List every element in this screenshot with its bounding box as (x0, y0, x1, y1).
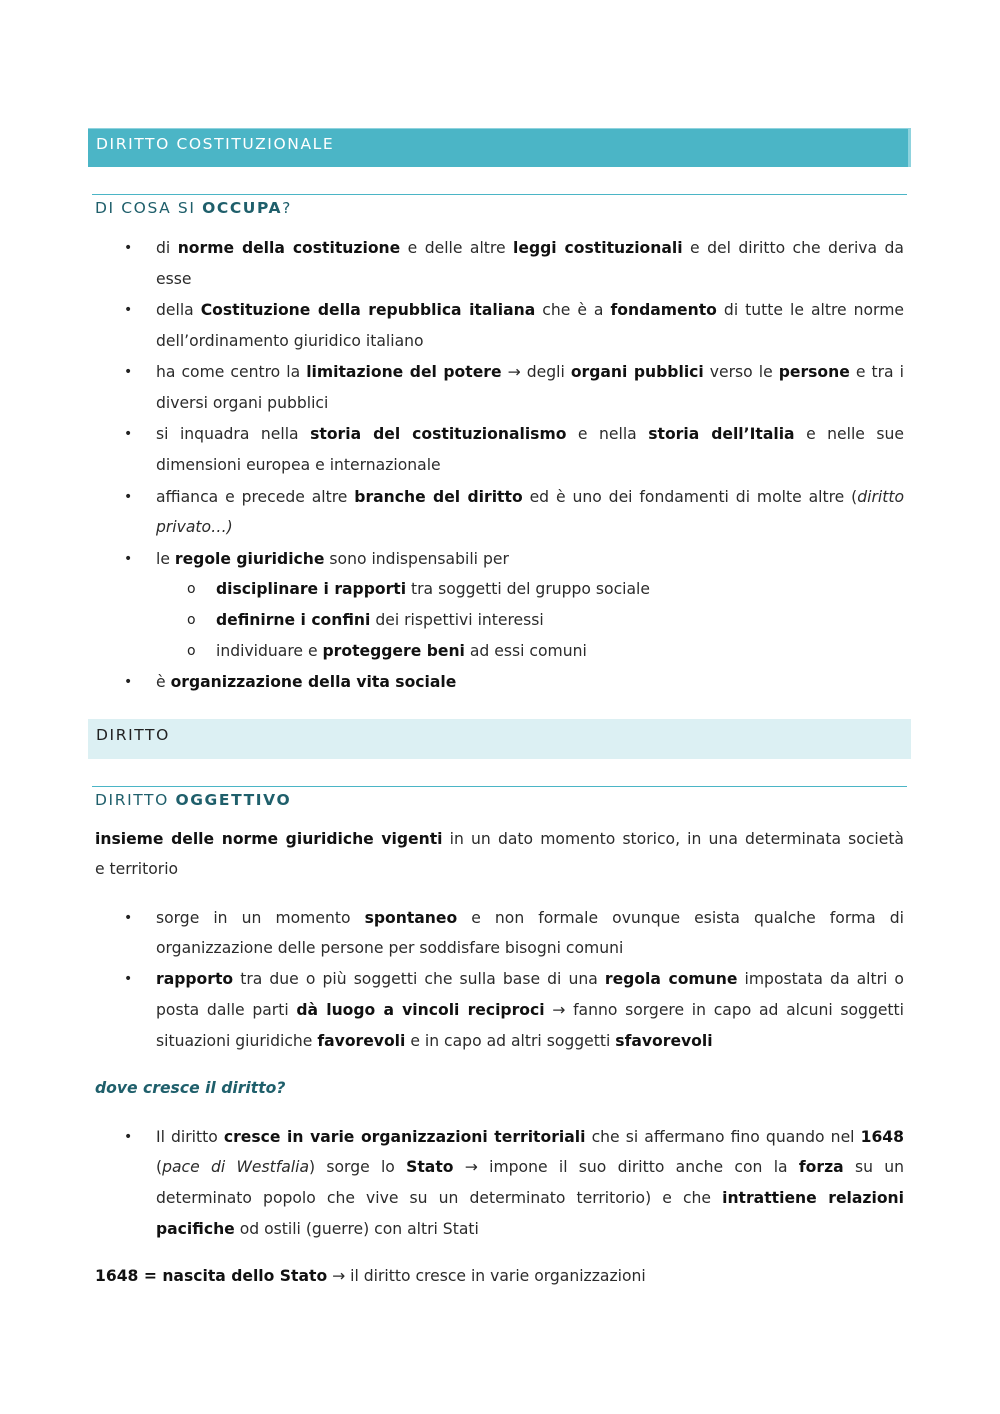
bullet-icon: • (124, 674, 133, 690)
bullet-icon: • (124, 1129, 133, 1145)
section-band-label: DIRITTO (96, 726, 170, 744)
question-heading: dove cresce il diritto? (95, 1079, 286, 1097)
list-item-line: diversi organi pubblici (156, 394, 329, 412)
sub-bullet-icon: o (187, 612, 196, 628)
heading-rule (92, 194, 907, 195)
bullet-icon: • (124, 364, 133, 380)
list-item-line: della Costituzione della repubblica italiana che è a fondamento di tutte le altre norme (156, 301, 904, 319)
list-item-line: pacifiche od ostili (guerre) con altri Stati (156, 1220, 479, 1238)
subheading-occupa: DI COSA SI OCCUPA? (95, 199, 292, 217)
sub-bullet-icon: o (187, 581, 196, 597)
list-item-line: organizzazione delle persone per soddisfare bisogni comuni (156, 939, 624, 957)
section-title: DIRITTO COSTITUZIONALE (96, 135, 335, 153)
bullet-icon: • (124, 426, 133, 442)
bullet-icon: • (124, 240, 133, 256)
list-item-line: (pace di Westfalia) sorge lo Stato → impone il suo diritto anche con la forza su un (156, 1158, 905, 1176)
list-item-line: posta dalle parti dà luogo a vincoli reciproci → fanno sorgere in capo ad alcuni soggetti (156, 1001, 904, 1019)
list-item-line: privato…) (156, 518, 233, 536)
list-item-line: esse (156, 270, 192, 288)
list-item-line: rapporto tra due o più soggetti che sulla base di una regola comune impostata da altri o (156, 970, 904, 988)
list-item-line: sorge in un momento spontaneo e non formale ovunque esista qualche forma di (156, 909, 905, 927)
sub-list-item: individuare e proteggere beni ad essi comuni (216, 642, 587, 660)
section-title-band (88, 128, 911, 167)
paragraph-line: e territorio (95, 860, 179, 878)
subheading-oggettivo: DIRITTO OGGETTIVO (95, 791, 292, 809)
list-item-line: determinato popolo che vive su un determinato territorio) e che intrattiene relazioni (156, 1189, 904, 1207)
bullet-icon: • (124, 971, 133, 987)
list-item-line: si inquadra nella storia del costituzionalismo e nella storia dell’Italia e nelle sue (156, 425, 905, 443)
list-item-line: le regole giuridiche sono indispensabili per (156, 550, 509, 568)
section-band-diritto (88, 719, 911, 759)
list-item-line: Il diritto cresce in varie organizzazioni territoriali che si affermano fino quando nel 1648 (156, 1128, 904, 1146)
sub-list-item: definirne i confini dei rispettivi interessi (216, 611, 544, 629)
list-item-line: dimensioni europea e internazionale (156, 456, 441, 474)
conclusion-line: 1648 = nascita dello Stato → il diritto cresce in varie organizzazioni (95, 1267, 646, 1285)
paragraph-line: insieme delle norme giuridiche vigenti in un dato momento storico, in una determinata società (95, 830, 904, 848)
list-item-line: è organizzazione della vita sociale (156, 673, 457, 691)
list-item-line: situazioni giuridiche favorevoli e in capo ad altri soggetti sfavorevoli (156, 1032, 713, 1050)
bullet-icon: • (124, 910, 133, 926)
bullet-icon: • (124, 489, 133, 505)
list-item-line: ha come centro la limitazione del potere → degli organi pubblici verso le persone e tra i (156, 363, 904, 381)
sub-bullet-icon: o (187, 643, 196, 659)
list-item-line: affianca e precede altre branche del diritto ed è uno dei fondamenti di molte altre (diritto (156, 488, 904, 506)
list-item-line: dell’ordinamento giuridico italiano (156, 332, 424, 350)
sub-list-item: disciplinare i rapporti tra soggetti del gruppo sociale (216, 580, 650, 598)
bullet-icon: • (124, 302, 133, 318)
heading-rule (92, 786, 907, 787)
bullet-icon: • (124, 551, 133, 567)
list-item-line: di norme della costituzione e delle altre leggi costituzionali e del diritto che deriva da (156, 239, 904, 257)
